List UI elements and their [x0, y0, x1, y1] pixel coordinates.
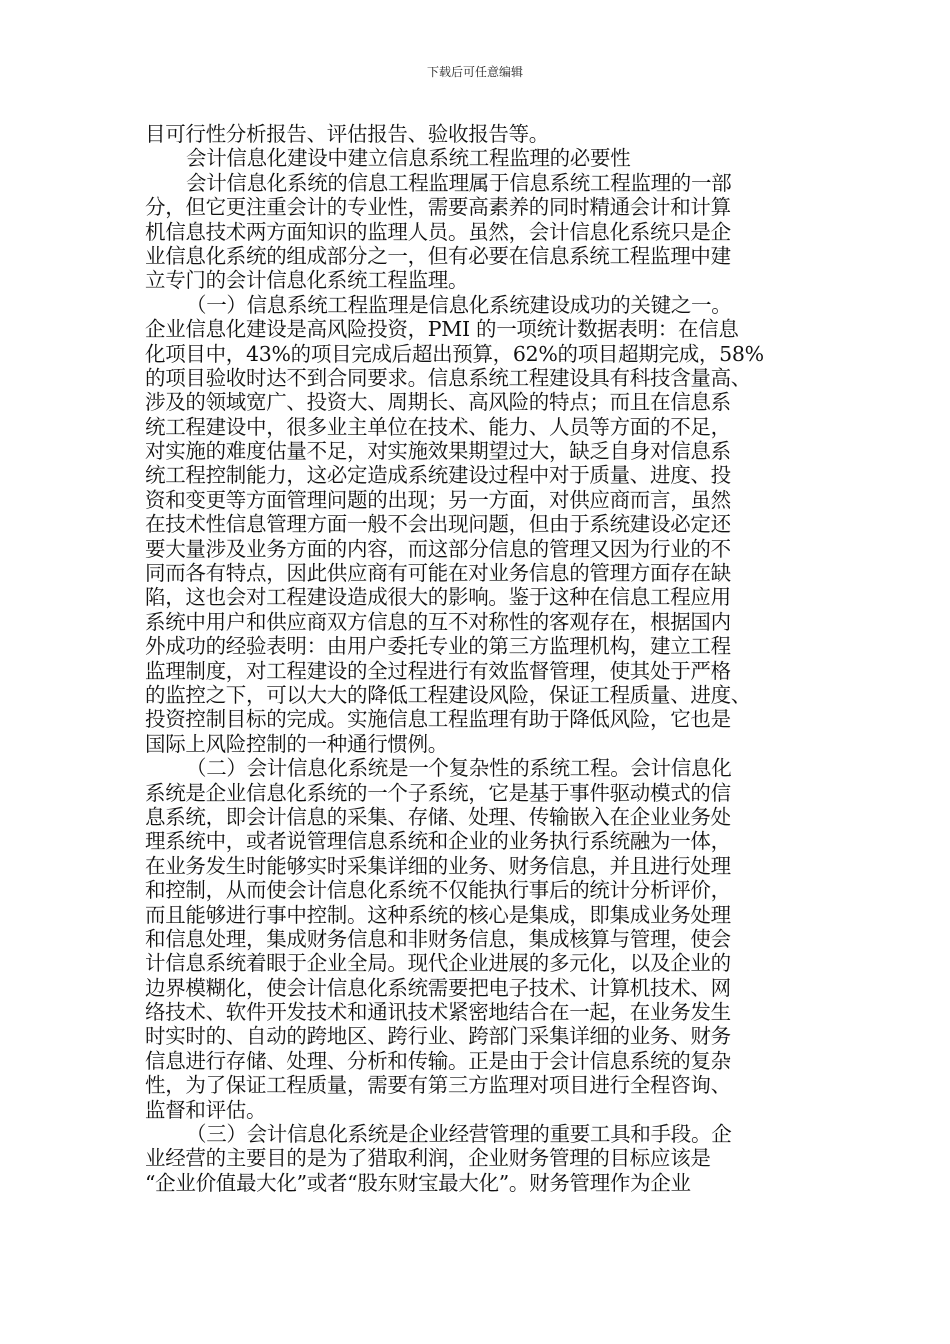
text-line: 同而各有特点，因此供应商有可能在对业务信息的管理方面存在缺 [145, 561, 731, 586]
text-line: 对实施的难度估量不足，对实施效果期望过大，缺乏自身对信息系 [145, 439, 731, 464]
text-line: 投资控制目标的完成。实施信息工程监理有助于降低风险，它也是 [145, 707, 731, 732]
page-header: 下载后可任意编辑 [426, 65, 523, 79]
document-body [145, 122, 815, 1195]
text-line: 统工程建设中，很多业主单位在技术、能力、人员等方面的不足， [145, 414, 731, 439]
text-line: 边界模糊化，使会计信息化系统需要把电子技术、计算机技术、网 [145, 975, 731, 1000]
text-line: 会计信息化建设中建立信息系统工程监理的必要性 [186, 146, 631, 171]
text-line: （一）信息系统工程监理是信息化系统建设成功的关键之一。 [186, 292, 732, 317]
text-line: （三）会计信息化系统是企业经营管理的重要工具和手段。企 [186, 1122, 732, 1147]
text-line: 立专门的会计信息化系统工程监理。 [145, 268, 469, 293]
text-line: 化项目中，43%的项目完成后超出预算，62%的项目超期完成，58% [145, 341, 764, 366]
text-line: “企业价值最大化”或者“股东财宝最大化”。财务管理作为企业 [145, 1170, 691, 1195]
text-line: 理系统中，或者说管理信息系统和企业的业务执行系统融为一体， [145, 829, 731, 854]
text-line: 计信息系统着眼于企业全局。现代企业进展的多元化，以及企业的 [145, 951, 731, 976]
text-line: 国际上风险控制的一种通行惯例。 [145, 731, 448, 756]
text-line: 要大量涉及业务方面的内容，而这部分信息的管理又因为行业的不 [145, 536, 731, 561]
text-line: 目可行性分析报告、评估报告、验收报告等。 [145, 122, 549, 146]
text-line: 络技术、软件开发技术和通讯技术紧密地结合在一起，在业务发生 [145, 1000, 731, 1025]
text-line: 信息进行存储、处理、分析和传输。正是由于会计信息系统的复杂 [145, 1048, 731, 1073]
text-line: 监督和评估。 [145, 1097, 267, 1122]
text-line: 在技术性信息管理方面一般不会出现问题，但由于系统建设必定还 [145, 512, 731, 537]
text-line: 涉及的领域宽广、投资大、周期长、高风险的特点；而且在信息系 [145, 390, 731, 415]
text-line: 外成功的经验表明：由用户委托专业的第三方监理机构，建立工程 [145, 634, 731, 659]
text-line: 的项目验收时达不到合同要求。信息系统工程建设具有科技含量高、 [145, 365, 751, 390]
text-line: 统工程控制能力，这必定造成系统建设过程中对于质量、进度、投 [145, 463, 731, 488]
text-line: 监理制度，对工程建设的全过程进行有效监督管理，使其处于严格 [145, 658, 731, 683]
text-line: （二）会计信息化系统是一个复杂性的系统工程。会计信息化 [186, 756, 732, 781]
text-line: 业经营的主要目的是为了猎取利润，企业财务管理的目标应该是 [145, 1146, 711, 1171]
text-line: 业信息化系统的组成部分之一，但有必要在信息系统工程监理中建 [145, 243, 731, 268]
text-line: 和信息处理，集成财务信息和非财务信息，集成核算与管理，使会 [145, 926, 731, 951]
text-line: 分，但它更注重会计的专业性，需要高素养的同时精通会计和计算 [145, 195, 731, 220]
text-line: 系统是企业信息化系统的一个子系统，它是基于事件驱动模式的信 [145, 780, 731, 805]
text-line: 的监控之下，可以大大的降低工程建设风险，保证工程质量、进度、 [145, 682, 751, 707]
text-line: 性，为了保证工程质量，需要有第三方监理对项目进行全程咨询、 [145, 1073, 731, 1098]
text-line: 而且能够进行事中控制。这种系统的核心是集成，即集成业务处理 [145, 902, 731, 927]
text-line: 机信息技术两方面知识的监理人员。虽然，会计信息化系统只是企 [145, 219, 731, 244]
text-line: 企业信息化建设是高风险投资，PMI 的一项统计数据表明：在信息 [145, 317, 739, 342]
text-line: 和控制，从而使会计信息化系统不仅能执行事后的统计分析评价， [145, 878, 731, 903]
text-line: 资和变更等方面管理问题的出现；另一方面，对供应商而言，虽然 [145, 487, 731, 512]
text-line: 息系统，即会计信息的采集、存储、处理、传输嵌入在企业业务处 [145, 804, 731, 829]
text-line: 在业务发生时能够实时采集详细的业务、财务信息，并且进行处理 [145, 853, 731, 878]
text-line: 系统中用户和供应商双方信息的互不对称性的客观存在，根据国内 [145, 609, 731, 634]
text-line: 时实时的、自动的跨地区、跨行业、跨部门采集详细的业务、财务 [145, 1024, 731, 1049]
text-line: 陷，这也会对工程建设造成很大的影响。鉴于这种在信息工程应用 [145, 585, 731, 610]
text-line: 会计信息化系统的信息工程监理属于信息系统工程监理的一部 [186, 170, 732, 195]
